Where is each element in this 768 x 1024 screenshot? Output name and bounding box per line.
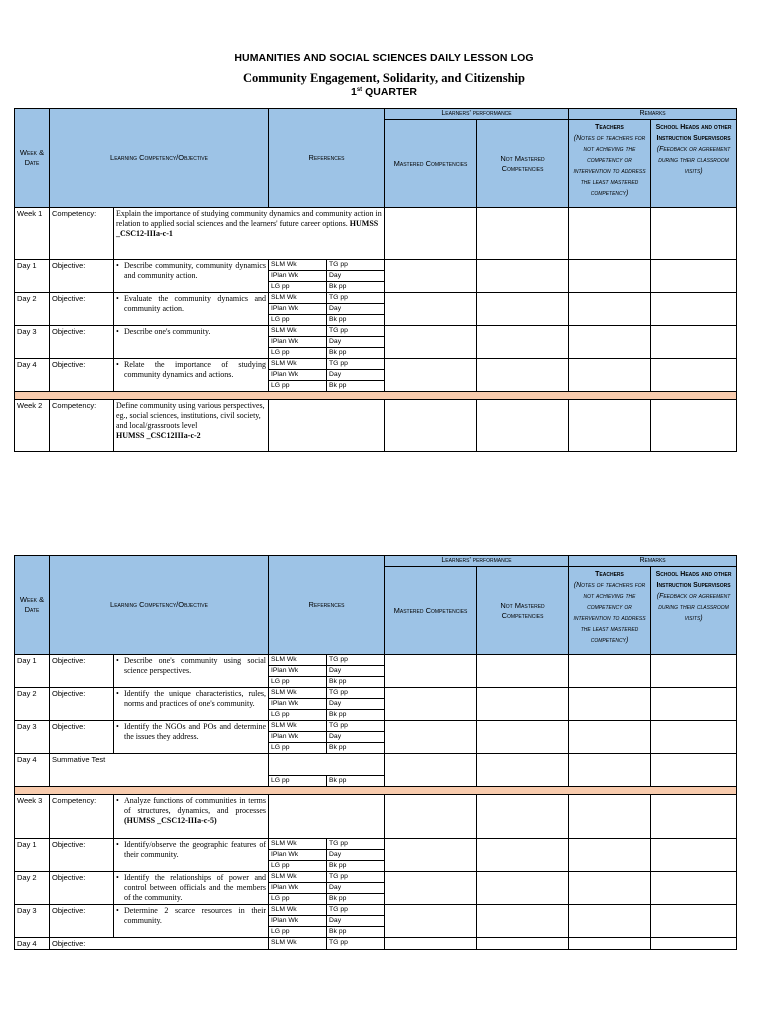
heads-remarks-cell[interactable] [651, 721, 737, 754]
teachers-remarks-cell[interactable] [569, 905, 651, 938]
mastered-cell[interactable] [385, 655, 477, 688]
teachers-remarks-cell[interactable] [569, 400, 651, 452]
table-row [15, 359, 737, 370]
table-row [15, 905, 737, 916]
day-cell: Day 3 [15, 905, 50, 938]
day-cell: Day 4 [15, 754, 50, 787]
day-ref: Day [327, 850, 385, 861]
slm-ref: SLM Wk [269, 905, 327, 916]
lg-ref: LG pp [269, 710, 327, 721]
lesson-log-table-1 [14, 108, 737, 452]
bk-ref: Bk pp [327, 894, 385, 905]
references-cell[interactable] [269, 754, 385, 776]
day-cell: Day 3 [15, 721, 50, 754]
objective-label: Objective: [50, 359, 114, 392]
bk-ref: Bk pp [327, 861, 385, 872]
lg-ref: LG pp [269, 743, 327, 754]
bk-ref: Bk pp [327, 776, 385, 787]
bk-ref: Bk pp [327, 743, 385, 754]
table-row [15, 795, 737, 839]
week-cell: Week 1 [15, 208, 50, 260]
heads-remarks-cell[interactable] [651, 754, 737, 787]
heads-remarks-cell[interactable] [651, 872, 737, 905]
iplan-ref: IPlan Wk [269, 666, 327, 677]
competency-text: • Analyze functions of communities in terms of structures, dynamics, and processes (HUMSS _CSC12-IIIa-c-5) [114, 795, 269, 839]
heads-remarks-cell[interactable] [651, 688, 737, 721]
day-cell: Day 1 [15, 655, 50, 688]
tg-ref: TG pp [327, 839, 385, 850]
iplan-ref: IPlan Wk [269, 883, 327, 894]
table-row [15, 400, 737, 452]
lg-ref: LG pp [269, 861, 327, 872]
not-mastered-cell[interactable] [477, 208, 569, 260]
objective-text: • Identify/observe the geographic features of their community. [114, 839, 269, 872]
table-row [15, 721, 737, 732]
objective-label: Objective: [50, 326, 114, 359]
day-ref: Day [327, 337, 385, 348]
references-cell[interactable] [269, 400, 385, 452]
table-row [15, 655, 737, 666]
not-mastered-cell[interactable] [477, 872, 569, 905]
teachers-remarks-cell[interactable] [569, 721, 651, 754]
heads-remarks-header: School Heads and other Instruction Supervisors (Feedback or agreement during their classroom visits) [651, 567, 737, 655]
not-mastered-cell[interactable] [477, 938, 569, 950]
mastered-cell[interactable] [385, 359, 477, 392]
heads-remarks-cell[interactable] [651, 905, 737, 938]
table-row [15, 326, 737, 337]
table-row [15, 938, 737, 950]
not-mastered-cell[interactable] [477, 326, 569, 359]
table-row [15, 260, 737, 271]
lg-ref: LG pp [269, 677, 327, 688]
competency-label: Competency: [50, 208, 114, 260]
objective-text: • Describe one's community. [114, 326, 269, 359]
objective-text: • Evaluate the community dynamics and community action. [114, 293, 269, 326]
tg-ref: TG pp [327, 872, 385, 883]
week-date-header: Week & Date [15, 556, 50, 655]
heads-remarks-cell[interactable] [651, 359, 737, 392]
objective-label: Objective: [50, 872, 114, 905]
tg-ref: TG pp [327, 721, 385, 732]
tg-ref: TG pp [327, 688, 385, 699]
learners-performance-header: Learners' performance [385, 556, 569, 567]
day-ref: Day [327, 732, 385, 743]
mastered-cell[interactable] [385, 905, 477, 938]
not-mastered-cell[interactable] [477, 754, 569, 787]
heads-remarks-cell[interactable] [651, 839, 737, 872]
remarks-header: Remarks [569, 109, 737, 120]
not-mastered-header: Not Mastered Competencies [477, 567, 569, 655]
teachers-remarks-header: Teachers (Notes of teachers for not achieving the competency or intervention to address the least mastered competency) [569, 567, 651, 655]
iplan-ref: IPlan Wk [269, 916, 327, 927]
tg-ref: TG pp [327, 260, 385, 271]
lg-ref: LG pp [269, 282, 327, 293]
teachers-remarks-cell[interactable] [569, 938, 651, 950]
objective-label: Objective: [50, 905, 114, 938]
day-cell: Day 3 [15, 326, 50, 359]
not-mastered-cell[interactable] [477, 655, 569, 688]
objective-label: Objective: [50, 293, 114, 326]
not-mastered-cell[interactable] [477, 260, 569, 293]
day-cell: Day 2 [15, 293, 50, 326]
heads-remarks-header: School Heads and other Instruction Supervisors (Feedback or agreement during their classroom visits) [651, 120, 737, 208]
mastered-cell[interactable] [385, 688, 477, 721]
slm-ref: SLM Wk [269, 293, 327, 304]
mastered-cell[interactable] [385, 721, 477, 754]
lg-ref: LG pp [269, 348, 327, 359]
day-ref: Day [327, 699, 385, 710]
slm-ref: SLM Wk [269, 688, 327, 699]
iplan-ref: IPlan Wk [269, 850, 327, 861]
bk-ref: Bk pp [327, 927, 385, 938]
day-cell: Day 2 [15, 872, 50, 905]
mastered-cell[interactable] [385, 795, 477, 839]
objective-text: • Describe community, community dynamics and community action. [114, 260, 269, 293]
mastered-header: Mastered Competencies [385, 120, 477, 208]
tg-ref: TG pp [327, 326, 385, 337]
competency-header: Learning Competency/Objective [50, 556, 269, 655]
heads-remarks-cell[interactable] [651, 260, 737, 293]
slm-ref: SLM Wk [269, 872, 327, 883]
not-mastered-cell[interactable] [477, 688, 569, 721]
teachers-remarks-cell[interactable] [569, 839, 651, 872]
objective-text: • Describe one's community using social science perspectives. [114, 655, 269, 688]
slm-ref: SLM Wk [269, 326, 327, 337]
objective-label: Objective: [50, 655, 114, 688]
day-ref: Day [327, 916, 385, 927]
teachers-remarks-cell[interactable] [569, 872, 651, 905]
summative-label: Summative Test [50, 754, 269, 787]
heads-remarks-cell[interactable] [651, 208, 737, 260]
mastered-cell[interactable] [385, 208, 477, 260]
slm-ref: SLM Wk [269, 359, 327, 370]
lg-ref: LG pp [269, 927, 327, 938]
references-cell[interactable] [269, 795, 385, 839]
not-mastered-cell[interactable] [477, 359, 569, 392]
heads-remarks-cell[interactable] [651, 326, 737, 359]
table-row [15, 872, 737, 883]
mastered-cell[interactable] [385, 260, 477, 293]
bk-ref: Bk pp [327, 348, 385, 359]
table-row [15, 688, 737, 699]
teachers-remarks-cell[interactable] [569, 754, 651, 787]
teachers-remarks-cell[interactable] [569, 326, 651, 359]
tg-ref: TG pp [327, 293, 385, 304]
iplan-ref: IPlan Wk [269, 732, 327, 743]
teachers-remarks-cell[interactable] [569, 359, 651, 392]
table-row [15, 839, 737, 850]
lg-ref: LG pp [269, 776, 327, 787]
mastered-cell[interactable] [385, 293, 477, 326]
heads-remarks-cell[interactable] [651, 795, 737, 839]
objective-label: Objective: [50, 260, 114, 293]
competency-label: Competency: [50, 400, 114, 452]
heads-remarks-cell[interactable] [651, 400, 737, 452]
references-header: References [269, 556, 385, 655]
bk-ref: Bk pp [327, 381, 385, 392]
teachers-remarks-header: Teachers (Notes of teachers for not achieving the competency or intervention to address the least mastered competency) [569, 120, 651, 208]
heads-remarks-cell[interactable] [651, 293, 737, 326]
not-mastered-cell[interactable] [477, 721, 569, 754]
tg-ref: TG pp [327, 938, 385, 950]
log-title: HUMANITIES AND SOCIAL SCIENCES DAILY LESSON LOG [234, 52, 534, 64]
teachers-remarks-cell[interactable] [569, 293, 651, 326]
tg-ref: TG pp [327, 905, 385, 916]
teachers-remarks-cell[interactable] [569, 688, 651, 721]
iplan-ref: IPlan Wk [269, 304, 327, 315]
lg-ref: LG pp [269, 315, 327, 326]
teachers-remarks-cell[interactable] [569, 795, 651, 839]
week-date-header: Week & Date [15, 109, 50, 208]
bk-ref: Bk pp [327, 710, 385, 721]
day-ref: Day [327, 666, 385, 677]
day-cell: Day 1 [15, 839, 50, 872]
iplan-ref: IPlan Wk [269, 271, 327, 282]
week-cell: Week 3 [15, 795, 50, 839]
mastered-cell[interactable] [385, 754, 477, 787]
objective-text: • Determine 2 scarce resources in their community. [114, 905, 269, 938]
references-header: References [269, 109, 385, 208]
tg-ref: TG pp [327, 655, 385, 666]
iplan-ref: IPlan Wk [269, 370, 327, 381]
lesson-log-table-2 [14, 555, 737, 950]
objective-text: • Identify the relationships of power and control between officials and the members of the community. [114, 872, 269, 905]
lg-ref: LG pp [269, 894, 327, 905]
mastered-cell[interactable] [385, 326, 477, 359]
table-row [15, 754, 737, 776]
day-cell: Day 2 [15, 688, 50, 721]
mastered-header: Mastered Competencies [385, 567, 477, 655]
objective-label: Objective: [50, 688, 114, 721]
bk-ref: Bk pp [327, 677, 385, 688]
mastered-cell[interactable] [385, 938, 477, 950]
week-cell: Week 2 [15, 400, 50, 452]
objective-text: • Relate the importance of studying community dynamics and actions. [114, 359, 269, 392]
subject-title: Community Engagement, Solidarity, and Citizenship [243, 71, 525, 85]
objective-text: • Identify the NGOs and POs and determine the issues they address. [114, 721, 269, 754]
day-ref: Day [327, 370, 385, 381]
teachers-remarks-cell[interactable] [569, 260, 651, 293]
mastered-cell[interactable] [385, 839, 477, 872]
table-row [15, 208, 737, 260]
lg-ref: LG pp [269, 381, 327, 392]
teachers-remarks-cell[interactable] [569, 655, 651, 688]
heads-remarks-cell[interactable] [651, 938, 737, 950]
day-cell: Day 1 [15, 260, 50, 293]
table-row [15, 293, 737, 304]
not-mastered-cell[interactable] [477, 400, 569, 452]
week-separator [15, 787, 737, 795]
slm-ref: SLM Wk [269, 839, 327, 850]
objective-label: Objective: [50, 721, 114, 754]
day-ref: Day [327, 304, 385, 315]
slm-ref: SLM Wk [269, 260, 327, 271]
slm-ref: SLM Wk [269, 655, 327, 666]
objective-text: • Identify the unique characteristics, rules, norms and practices of one's community. [114, 688, 269, 721]
bk-ref: Bk pp [327, 282, 385, 293]
bk-ref: Bk pp [327, 315, 385, 326]
day-cell: Day 4 [15, 359, 50, 392]
slm-ref: SLM Wk [269, 721, 327, 732]
not-mastered-header: Not Mastered Competencies [477, 120, 569, 208]
iplan-ref: IPlan Wk [269, 699, 327, 710]
competency-text: Explain the importance of studying community dynamics and community action in relation to applied social sciences and the learners' future career options. HUMSS _CSC12-IIIa-c-1 [114, 208, 385, 260]
teachers-remarks-cell[interactable] [569, 208, 651, 260]
remarks-header: Remarks [569, 556, 737, 567]
day-ref: Day [327, 271, 385, 282]
week-separator [15, 392, 737, 400]
competency-label: Competency: [50, 795, 114, 839]
iplan-ref: IPlan Wk [269, 337, 327, 348]
quarter-label: 1st QUARTER [350, 86, 418, 98]
objective-label: Objective: [50, 938, 269, 950]
competency-header: Learning Competency/Objective [50, 109, 269, 208]
mastered-cell[interactable] [385, 400, 477, 452]
mastered-cell[interactable] [385, 872, 477, 905]
slm-ref: SLM Wk [269, 938, 327, 950]
objective-label: Objective: [50, 839, 114, 872]
not-mastered-cell[interactable] [477, 839, 569, 872]
heads-remarks-cell[interactable] [651, 655, 737, 688]
tg-ref: TG pp [327, 359, 385, 370]
day-cell: Day 4 [15, 938, 50, 950]
not-mastered-cell[interactable] [477, 795, 569, 839]
learners-performance-header: Learners' performance [385, 109, 569, 120]
competency-text: Define community using various perspectives, eg., social sciences, institutions, civil society, and local/grassroots level HUMSS _CSC12IIIa-c-2 [114, 400, 269, 452]
not-mastered-cell[interactable] [477, 293, 569, 326]
not-mastered-cell[interactable] [477, 905, 569, 938]
day-ref: Day [327, 883, 385, 894]
